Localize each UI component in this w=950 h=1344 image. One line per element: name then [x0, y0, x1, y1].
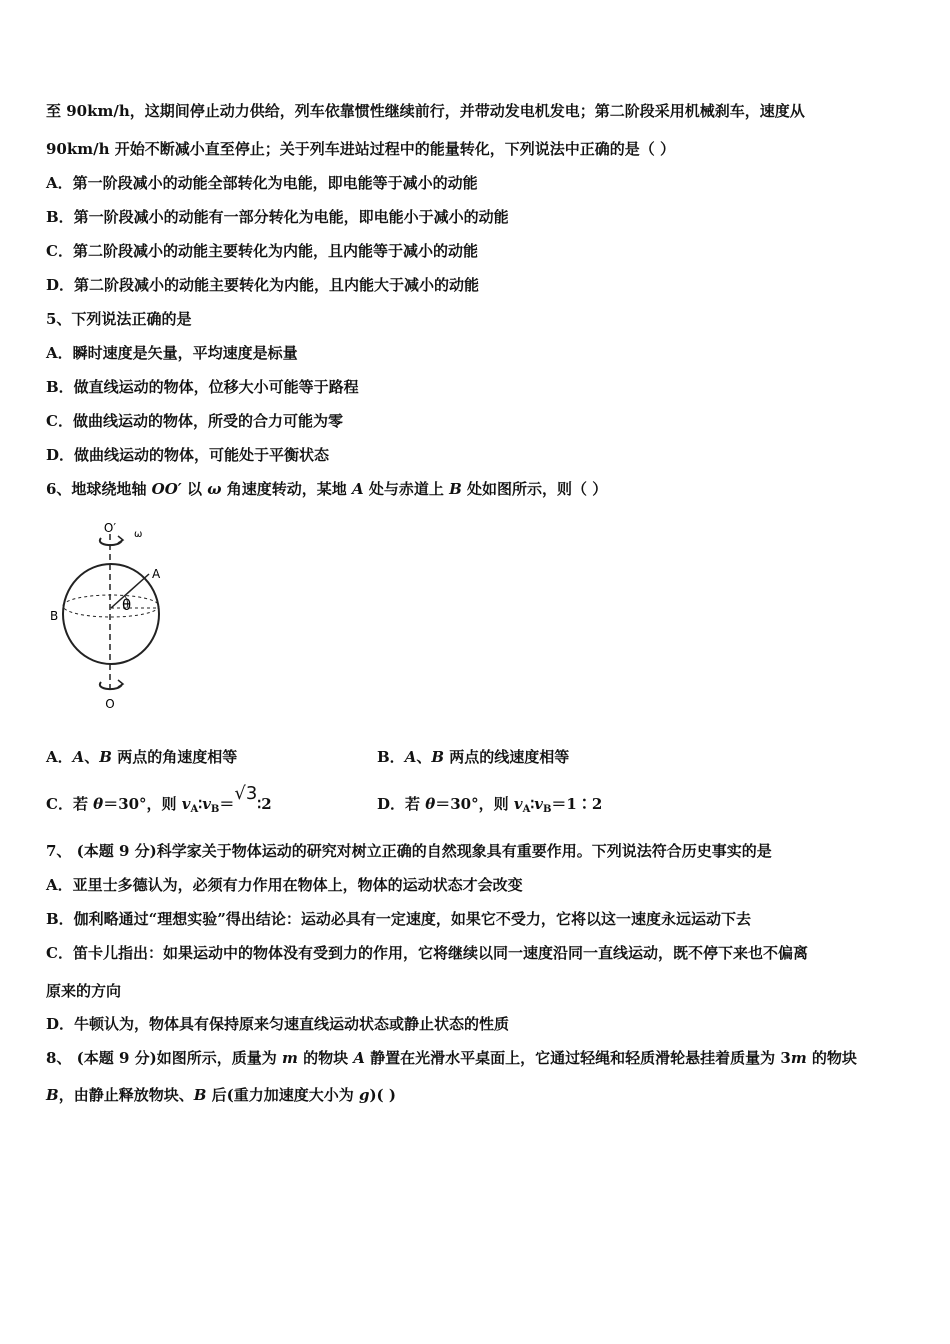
q6-stem: 6、地球绕地轴 OO′ 以 ω 角速度转动，某地 A 处与赤道上 B 处如图所示，则（ ）: [46, 480, 608, 498]
q5-stem: 5、下列说法正确的是: [46, 310, 192, 328]
figure-label-a: A: [152, 567, 161, 581]
sqrt-three: √3: [234, 783, 258, 804]
q6-option-a: A．A、B 两点的角速度相等: [46, 748, 238, 766]
q4-text-line-2: 90km/h 开始不断减小直至停止；关于列车进站过程中的能量转化，下列说法中正确的是（ ）: [46, 140, 675, 158]
figure-label-o: O: [105, 697, 115, 711]
q4-text-line-1: 至 90km/h，这期间停止动力供给，列车依靠惯性继续前行，并带动发电机发电；第二阶段采用机械刹车，速度从: [46, 102, 805, 120]
q4-option-c: C．第二阶段减小的动能主要转化为内能，且内能等于减小的动能: [46, 242, 478, 260]
q7-stem: 7、 (本题 9 分)科学家关于物体运动的研究对树立正确的自然现象具有重要作用。下列说法符合历史事实的是: [46, 842, 772, 860]
q4-option-b: B．第一阶段减小的动能有一部分转化为电能，即电能小于减小的动能: [46, 208, 509, 226]
q7-option-a: A．亚里士多德认为，必须有力作用在物体上，物体的运动状态才会改变: [46, 876, 523, 894]
q4-option-a: A．第一阶段减小的动能全部转化为电能，即电能等于减小的动能: [46, 174, 478, 192]
q6-option-b: B．A、B 两点的线速度相等: [377, 748, 570, 766]
q5-option-d: D．做曲线运动的物体，可能处于平衡状态: [46, 446, 330, 464]
q5-option-a: A．瞬时速度是矢量，平均速度是标量: [46, 344, 298, 362]
figure-label-omega: ω: [134, 529, 143, 540]
earth-rotation-figure: [46, 516, 176, 716]
figure-label-o-prime: O′: [103, 521, 117, 535]
q8-stem-line-1: 8、 (本题 9 分)如图所示，质量为 m 的物块 A 静置在光滑水平桌面上，它通过轻绳和轻质滑轮悬挂着质量为 3m 的物块: [46, 1049, 857, 1067]
q5-option-b: B．做直线运动的物体，位移大小可能等于路程: [46, 378, 359, 396]
q5-option-c: C．做曲线运动的物体，所受的合力可能为零: [46, 412, 343, 430]
q4-option-d: D．第二阶段减小的动能主要转化为内能，且内能大于减小的动能: [46, 276, 480, 294]
q6-option-c: C．若 θ＝30°，则 $v_A∶v_B=√3∶2$: [46, 783, 272, 815]
figure-label-b: B: [50, 609, 59, 623]
figure-label-theta: θ: [122, 596, 132, 614]
q8-stem-line-2: B，由静止释放物块、B 后(重力加速度大小为 g)( ): [46, 1086, 396, 1104]
q6-option-d: D．若 θ＝30°，则 $v_A∶v_B=1∶2$: [377, 795, 603, 815]
q7-option-c-line-1: C．笛卡儿指出：如果运动中的物体没有受到力的作用，它将继续以同一速度沿同一直线运动，既不停下来也不偏离: [46, 944, 808, 962]
q7-option-b: B．伽利略通过“理想实验”得出结论：运动必具有一定速度，如果它不受力，它将以这一速度永远运动下去: [46, 910, 751, 928]
q7-option-c-line-2: 原来的方向: [46, 982, 122, 1000]
q7-option-d: D．牛顿认为，物体具有保持原来匀速直线运动状态或静止状态的性质: [46, 1015, 510, 1033]
